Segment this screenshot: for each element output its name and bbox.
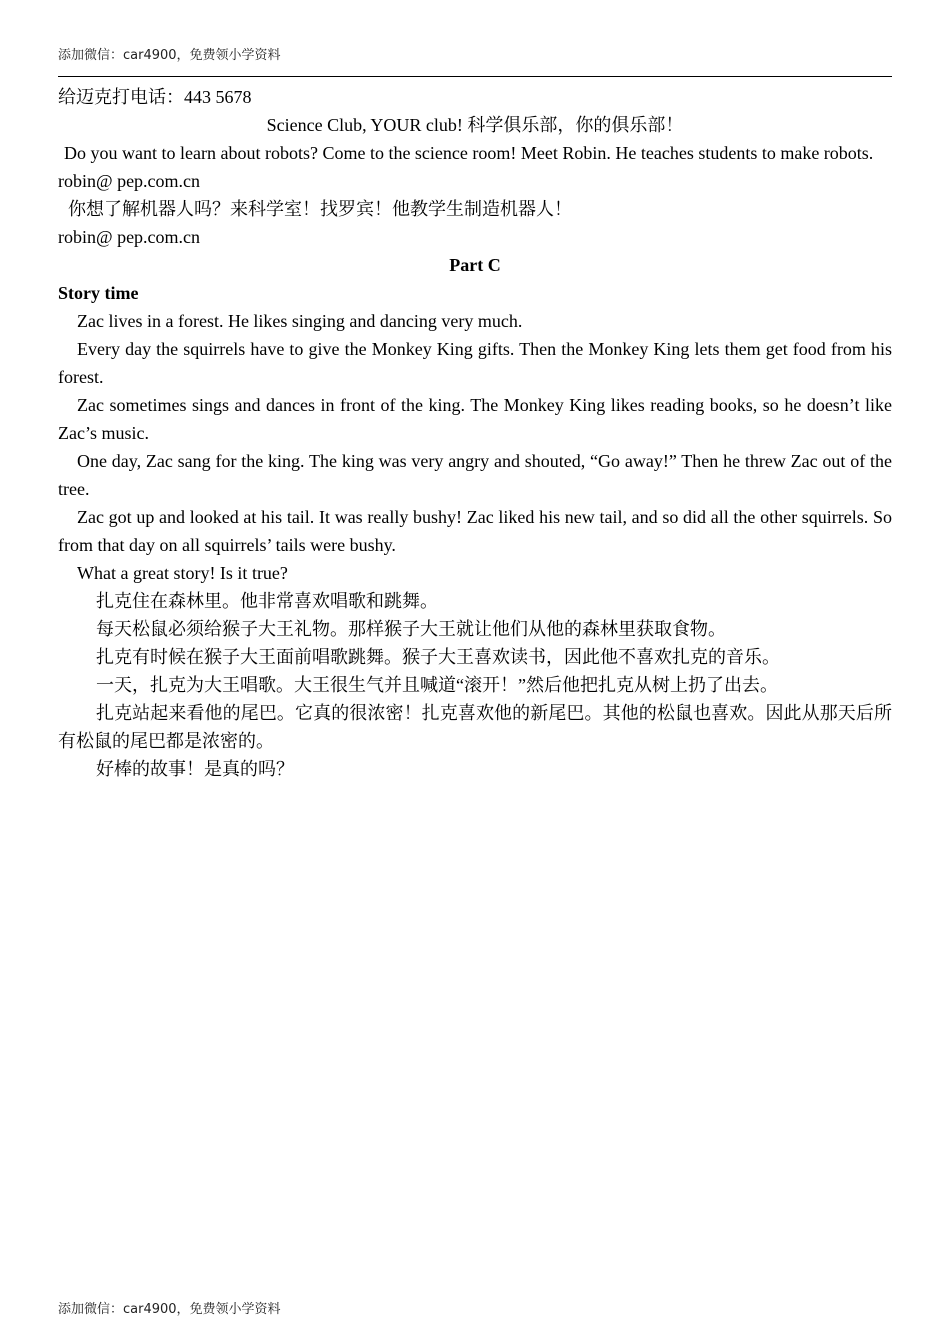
page-footer-note: 添加微信：car4900，免费领小学资料 xyxy=(58,1302,281,1317)
story-paragraph-en: Zac sometimes sings and dances in front of the king. The Monkey King likes reading books, so he doesn’t like Zac’s music. xyxy=(58,395,892,443)
story-paragraph-cn: 一天，扎克为大王唱歌。大王很生气并且喊道“滚开！”然后他把扎克从树上扔了出去。 xyxy=(96,675,778,695)
club-title: Science Club, YOUR club! 科学俱乐部，你的俱乐部！ xyxy=(266,115,684,135)
document-body xyxy=(58,83,892,783)
story-paragraph-en: Zac got up and looked at his tail. It was really bushy! Zac liked his new tail, and so did all the other squirrels. So from that day on all squirrels’ tails were bushy. xyxy=(58,507,892,555)
story-paragraph-cn: 扎克有时候在猴子大王面前唱歌跳舞。猴子大王喜欢读书，因此他不喜欢扎克的音乐。 xyxy=(96,647,780,667)
story-paragraph-en: Zac lives in a forest. He likes singing and dancing very much. xyxy=(77,311,523,331)
part-heading: Part C xyxy=(449,255,501,275)
story-paragraph-cn: 好棒的故事！是真的吗？ xyxy=(96,759,294,779)
email-line-2: robin@ pep.com.cn xyxy=(58,227,201,247)
header-divider xyxy=(58,76,892,77)
story-paragraph-en: Every day the squirrels have to give the Monkey King gifts. Then the Monkey King lets them get food from his forest. xyxy=(58,339,892,387)
club-text-english: Do you want to learn about robots? Come to the science room! Meet Robin. He teaches students to make robots. xyxy=(64,143,874,163)
phone-line: 给迈克打电话：443 5678 xyxy=(58,87,252,107)
story-paragraph-en: One day, Zac sang for the king. The king was very angry and shouted, “Go away!” Then he threw Zac out of the tree. xyxy=(58,451,892,499)
story-heading: Story time xyxy=(58,283,139,303)
story-paragraph-en: What a great story! Is it true? xyxy=(77,563,288,583)
story-paragraph-cn: 扎克住在森林里。他非常喜欢唱歌和跳舞。 xyxy=(96,591,438,611)
page-header-note: 添加微信：car4900，免费领小学资料 xyxy=(58,48,281,63)
email-line-1: robin@ pep.com.cn xyxy=(58,171,201,191)
club-text-chinese: 你想了解机器人吗？来科学室！找罗宾！他教学生制造机器人！ xyxy=(68,199,572,219)
story-paragraph-cn: 每天松鼠必须给猴子大王礼物。那样猴子大王就让他们从他的森林里获取食物。 xyxy=(96,619,726,639)
story-paragraph-cn: 扎克站起来看他的尾巴。它真的很浓密！扎克喜欢他的新尾巴。其他的松鼠也喜欢。因此从那天后所有松鼠的尾巴都是浓密的。 xyxy=(58,703,892,751)
